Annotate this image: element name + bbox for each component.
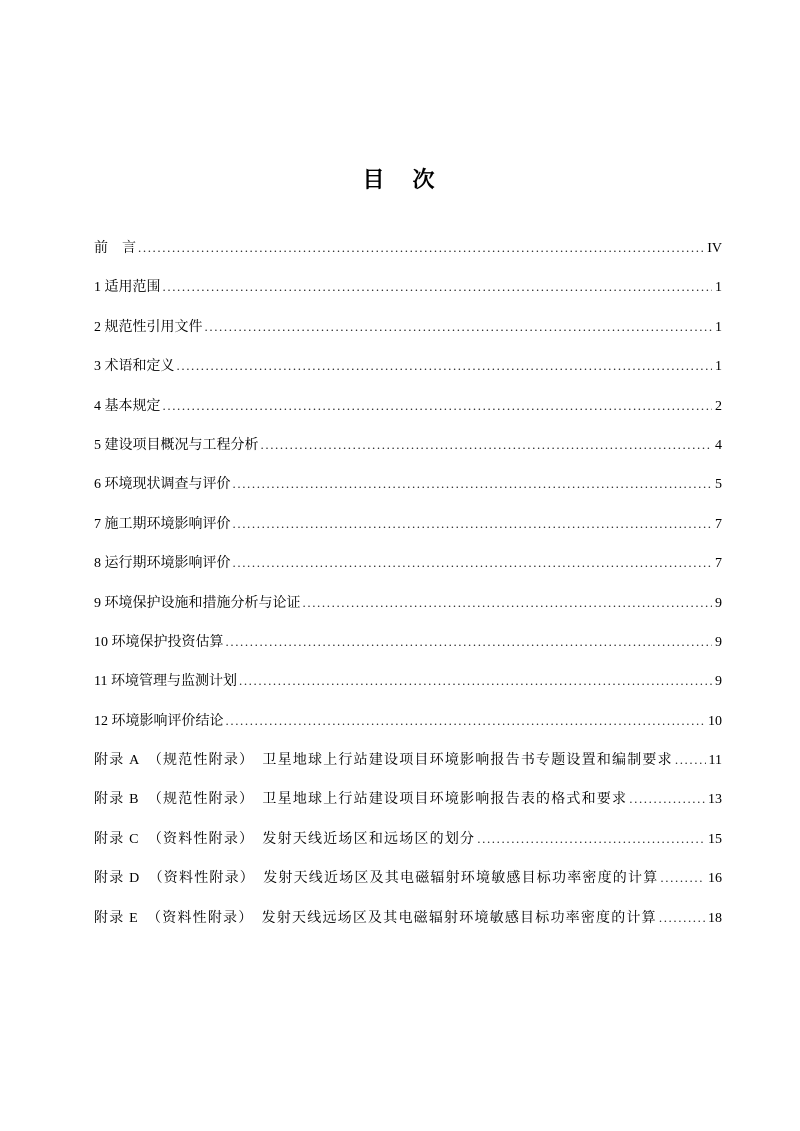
toc-entry-page-number: 1	[715, 359, 722, 375]
toc-entry-label: 2 规范性引用文件	[94, 319, 203, 335]
toc-list	[94, 228, 722, 937]
toc-entry-page-number: 5	[715, 477, 722, 493]
toc-entry-page-number: 9	[715, 595, 722, 611]
toc-entry-label: 12 环境影响评价结论	[94, 713, 224, 729]
toc-leader-dots	[239, 661, 712, 700]
toc-entry	[94, 346, 722, 385]
toc-entry	[94, 543, 722, 582]
toc-entry-page-number: IV	[707, 241, 722, 256]
toc-entry-label: 附录 E （资料性附录） 发射天线远场区及其电磁辐射环境敏感目标功率密度的计算	[94, 910, 657, 926]
toc-entry	[94, 858, 722, 897]
toc-leader-dots	[660, 858, 705, 897]
toc-entry	[94, 779, 722, 818]
toc-entry	[94, 819, 722, 858]
toc-entry-label: 10 环境保护投资估算	[94, 634, 224, 650]
toc-leader-dots	[233, 543, 713, 582]
toc-entry-label: 9 环境保护设施和措施分析与论证	[94, 595, 301, 611]
toc-entry	[94, 504, 722, 543]
page-title: 目 次	[362, 167, 438, 192]
toc-entry-page-number: 7	[715, 556, 722, 572]
toc-entry	[94, 661, 722, 700]
toc-entry-page-number: 7	[715, 516, 722, 532]
toc-entry-label: 4 基本规定	[94, 398, 161, 414]
toc-entry-label: 3 术语和定义	[94, 359, 175, 375]
toc-entry	[94, 464, 722, 503]
toc-leader-dots	[226, 701, 706, 740]
toc-leader-dots	[205, 307, 713, 346]
toc-leader-dots	[261, 425, 713, 464]
toc-entry-label: 附录 C （资料性附录） 发射天线近场区和远场区的划分	[94, 831, 476, 847]
toc-entry-page-number: 10	[708, 713, 722, 729]
toc-entry	[94, 622, 722, 661]
toc-entry-page-number: 11	[708, 753, 722, 769]
toc-entry-label: 11 环境管理与监测计划	[94, 674, 237, 690]
toc-leader-dots	[629, 779, 705, 818]
toc-entry-page-number: 16	[708, 871, 722, 887]
toc-leader-dots	[226, 622, 713, 661]
toc-entry-page-number: 9	[715, 634, 722, 650]
toc-entry	[94, 425, 722, 464]
toc-entry-label: 附录 D （资料性附录） 发射天线近场区及其电磁辐射环境敏感目标功率密度的计算	[94, 871, 659, 887]
toc-entry-label: 前 言	[94, 241, 136, 256]
toc-leader-dots	[233, 504, 713, 543]
toc-entry-page-number: 18	[708, 910, 722, 926]
toc-leader-dots	[163, 386, 713, 425]
toc-entry-page-number: 13	[708, 792, 722, 808]
toc-entry	[94, 701, 722, 740]
toc-entry	[94, 228, 722, 267]
toc-entry-page-number: 2	[715, 398, 722, 414]
toc-leader-dots	[675, 740, 706, 779]
toc-entry-page-number: 15	[708, 831, 722, 847]
toc-entry-label: 8 运行期环境影响评价	[94, 556, 231, 572]
toc-entry	[94, 740, 722, 779]
toc-entry	[94, 386, 722, 425]
toc-entry	[94, 583, 722, 622]
toc-entry-label: 1 适用范围	[94, 280, 161, 296]
toc-entry-label: 附录 B （规范性附录） 卫星地球上行站建设项目环境影响报告表的格式和要求	[94, 792, 628, 808]
toc-entry-page-number: 4	[715, 437, 722, 453]
toc-leader-dots	[163, 267, 713, 306]
toc-leader-dots	[303, 583, 713, 622]
toc-entry-page-number: 9	[715, 674, 722, 690]
toc-entry	[94, 898, 722, 937]
toc-entry-label: 附录 A （规范性附录） 卫星地球上行站建设项目环境影响报告书专题设置和编制要求	[94, 753, 673, 769]
toc-entry-page-number: 1	[715, 319, 722, 335]
toc-leader-dots	[177, 346, 713, 385]
toc-entry-label: 6 环境现状调查与评价	[94, 477, 231, 493]
toc-leader-dots	[233, 464, 713, 503]
toc-leader-dots	[659, 898, 705, 937]
toc-leader-dots	[477, 819, 705, 858]
toc-entry	[94, 307, 722, 346]
toc-entry-page-number: 1	[715, 280, 722, 296]
toc-entry	[94, 267, 722, 306]
toc-entry-label: 7 施工期环境影响评价	[94, 516, 231, 532]
toc-leader-dots	[138, 228, 704, 267]
toc-entry-label: 5 建设项目概况与工程分析	[94, 437, 259, 453]
